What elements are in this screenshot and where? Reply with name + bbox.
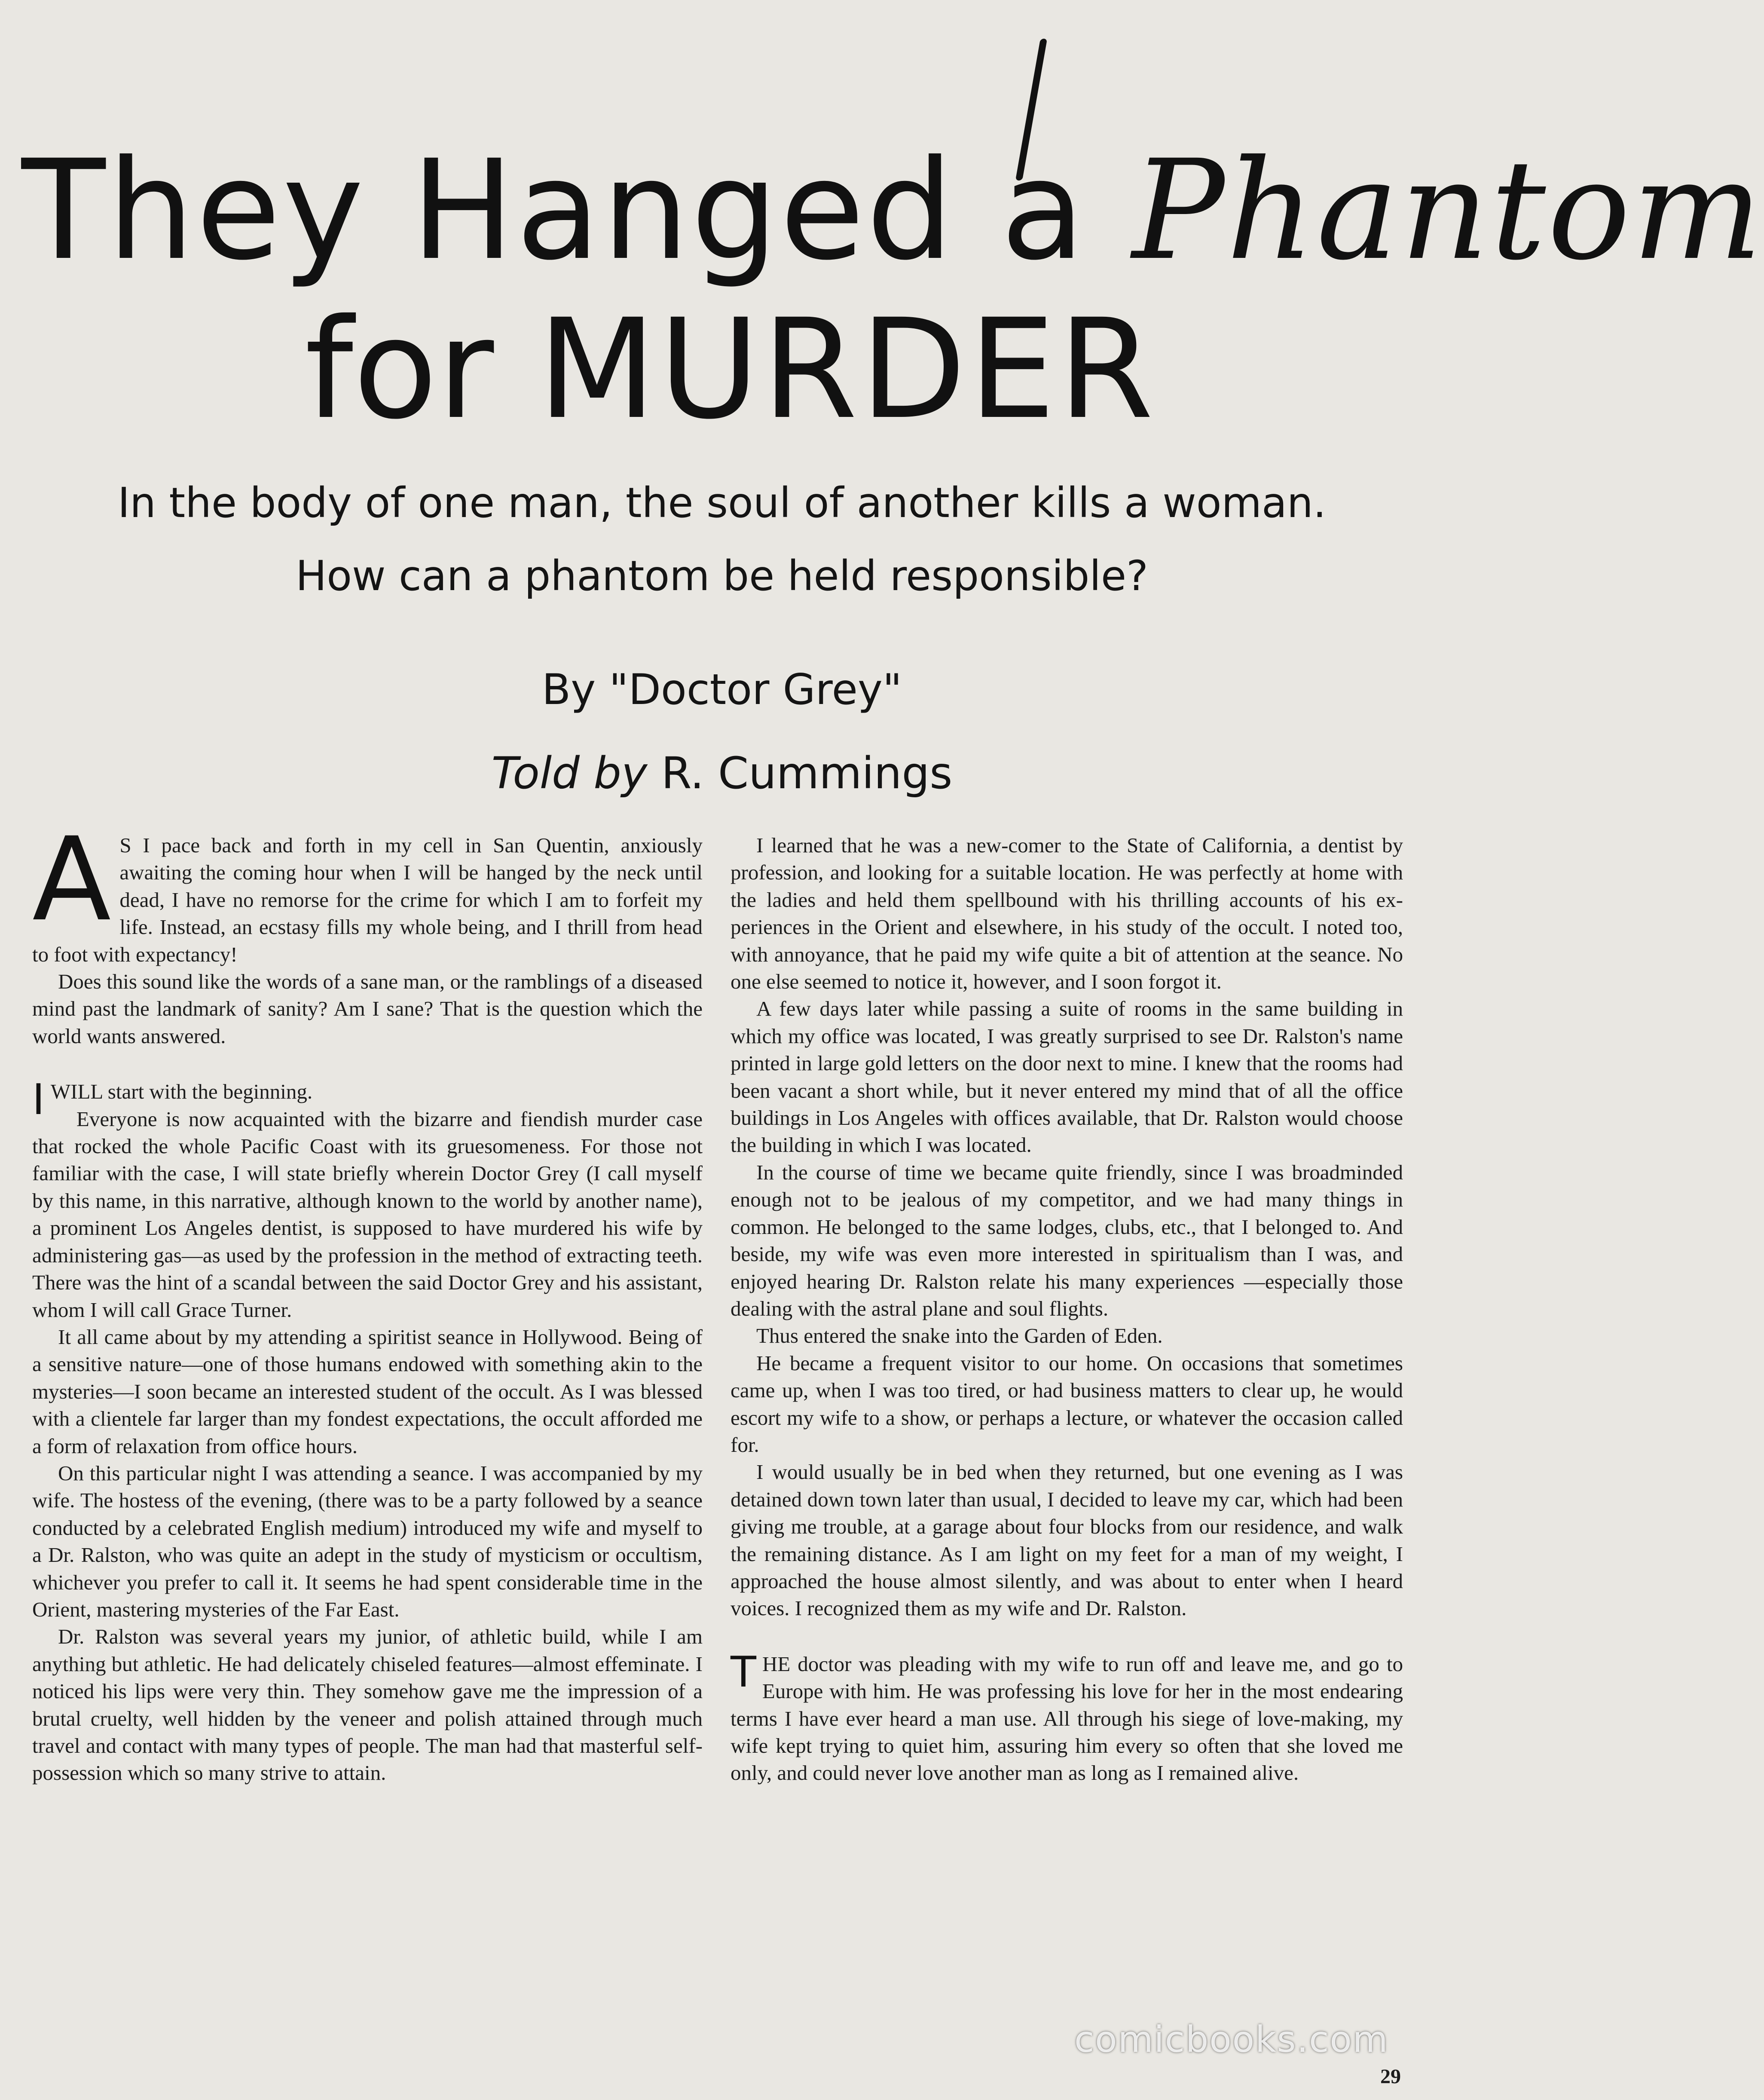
paragraph-text: S I pace back and forth in my cell in San Quentin, anxiously awaiting the coming hour when I will be hanged by the neck until dead, I have no remorse for the crime for which I am to forfeit my life. Instead, an ecstasy fills my whole being, and I thrill from head to foot with expectancy! bbox=[32, 833, 703, 966]
title-block bbox=[0, 0, 1764, 817]
drop-cap: A bbox=[32, 813, 111, 947]
paragraph: He became a frequent visitor to our home. On occasions that sometimes came up, when I was too tired, or had business matters to clear up, he would escort my wife to a show, or perhaps a lecture, or whatever the occasion called for. bbox=[731, 1351, 1403, 1457]
paragraph: On this particular night I was attending a seance. I was accompanied by my wife. The hostess of the evening, (there was to be a party followed by a seance conducted by a celebrated English medium) introduced my wife and myself to a Dr. Ralston, who was quite an adept in the study of mysticism or occultism, whichever you prefer to call it. It seems he had spent considerable time in the Orient, mastering mysteries of the Far East. bbox=[32, 1461, 703, 1621]
paragraph-text: HE doctor was pleading with my wife to run off and leave me, and go to Europe with him. He was professing his love for her in the most endearing terms I have ever heard a man use. All through his siege of love-making, my wife kept trying to quiet him, assuring him every so often that she loved me only, and could never love another man as long as I remained alive. bbox=[731, 1652, 1403, 1785]
paragraph bbox=[32, 1075, 703, 1125]
paragraph: A few days later while passing a suite of rooms in the same building in which my office was located, I was greatly surprised to see Dr. Ralston's name printed in large gold letters on the door next to mine. I knew that the rooms had been vacant a short while, but it never entered my mind that of all the office buildings in Los Angeles with offices available, that Dr. Ralston would choose the building in which I was located. bbox=[731, 997, 1403, 1157]
drop-cap: I bbox=[32, 1075, 45, 1125]
subtitle-line-1: In the body of one man, the soul of another kills a woman. bbox=[117, 479, 1327, 527]
right-column bbox=[731, 832, 1403, 2065]
paragraph-text: WILL start with the beginning. bbox=[50, 1080, 313, 1104]
title-phantom: Phantom bbox=[1132, 131, 1764, 291]
title-part-2: for bbox=[305, 290, 538, 450]
told-by-line bbox=[0, 746, 1444, 802]
drop-cap: T bbox=[731, 1647, 756, 1697]
paragraph bbox=[731, 1647, 1403, 1787]
article-title-line-1 bbox=[21, 131, 1764, 291]
paragraph: Does this sound like the words of a sane man, or the ramblings of a diseased mind past the landmark of sanity? Am I sane? That is the question which the world wants answered. bbox=[32, 970, 703, 1048]
paragraph: It all came about by my attending a spiritist seance in Hollywood. Being of a sensitive nature—one of those humans endowed with something akin to the mysteries—I soon became an interested student of the occult. As I was blessed with a clientele far larger than my fondest expectations, the occult afforded me a form of relaxation from office hours. bbox=[32, 1325, 703, 1458]
paragraph bbox=[32, 813, 703, 968]
told-name: R. Cummings bbox=[661, 748, 953, 799]
page-number: 29 bbox=[1380, 2065, 1401, 2088]
paragraph: Dr. Ralston was several years my junior, of athletic build, while I am anything but athletic. He had delicately chiseled features—almost effeminate. I noticed his lips were very thin. They somehow gave me the impression of a brutal cruelty, well hidden by the veneer and polish attained through much travel and contact with many types of people. The man had that masterful self-possession which so many strive to attain. bbox=[32, 1625, 703, 1785]
byline: By "Doctor Grey" bbox=[541, 665, 902, 714]
told-prefix: Told by bbox=[491, 748, 661, 799]
paragraph: I would usually be in bed when they returned, but one evening as I was detained down town later than usual, I decided to leave my car, which had been giving me trouble, at a garage about four blocks from our residence, and walk the remaining distance. As I am light on my feet for a man of my weight, I approached the house almost silently, and was about to enter when I heard voices. I recognized them as my wife and Dr. Ralston. bbox=[731, 1460, 1403, 1620]
title-part-1: They Hanged a bbox=[21, 131, 1132, 291]
paragraph: Thus entered the snake into the Garden of Eden. bbox=[756, 1324, 1163, 1348]
left-column bbox=[32, 813, 703, 2065]
article-title-line-2 bbox=[301, 290, 1160, 450]
title-murder: MURDER bbox=[538, 290, 1156, 450]
watermark: comicbooks.com bbox=[1074, 2018, 1389, 2060]
paragraph: Everyone is now acquainted with the bizarre and fiendish murder case that rocked the whole Pacific Coast with its gruesomeness. For those not familiar with the case, I will state briefly wherein Doctor Grey (I call myself by this name, in this narrative, although known to the world by another name), a prominent Los Angeles dentist, is supposed to have murdered his wife by administering gas—as used by the profession in the method of extracting teeth. There was the hint of a scandal between the said Doctor Grey and his assistant, whom I will call Grace Turner. bbox=[32, 1107, 703, 1322]
paragraph: In the course of time we became quite friendly, since I was broadminded enough not to be jealous of my competitor, and we had many things in common. He belonged to the same lodges, clubs, etc., that I belonged to. And beside, my wife was even more interested in spiritualism than I was, and enjoyed hearing Dr. Ralston relate his many experiences —especially those dealing with the astral plane and soul flights. bbox=[731, 1160, 1403, 1320]
paragraph: I learned that he was a new-comer to the State of California, a dentist by profession, and looking for a suitable location. He was perfectly at home with the ladies and held them spellbound with his thrilling accounts of his experiences in the Orient and elsewhere, in his study of the occult. I noted too, with annoyance, that he paid my wife quite a bit of attention at the seance. No one else seemed to notice it, however, and I soon forgot it. bbox=[731, 833, 1403, 994]
subtitle-line-2: How can a phantom be held responsible? bbox=[296, 552, 1148, 600]
